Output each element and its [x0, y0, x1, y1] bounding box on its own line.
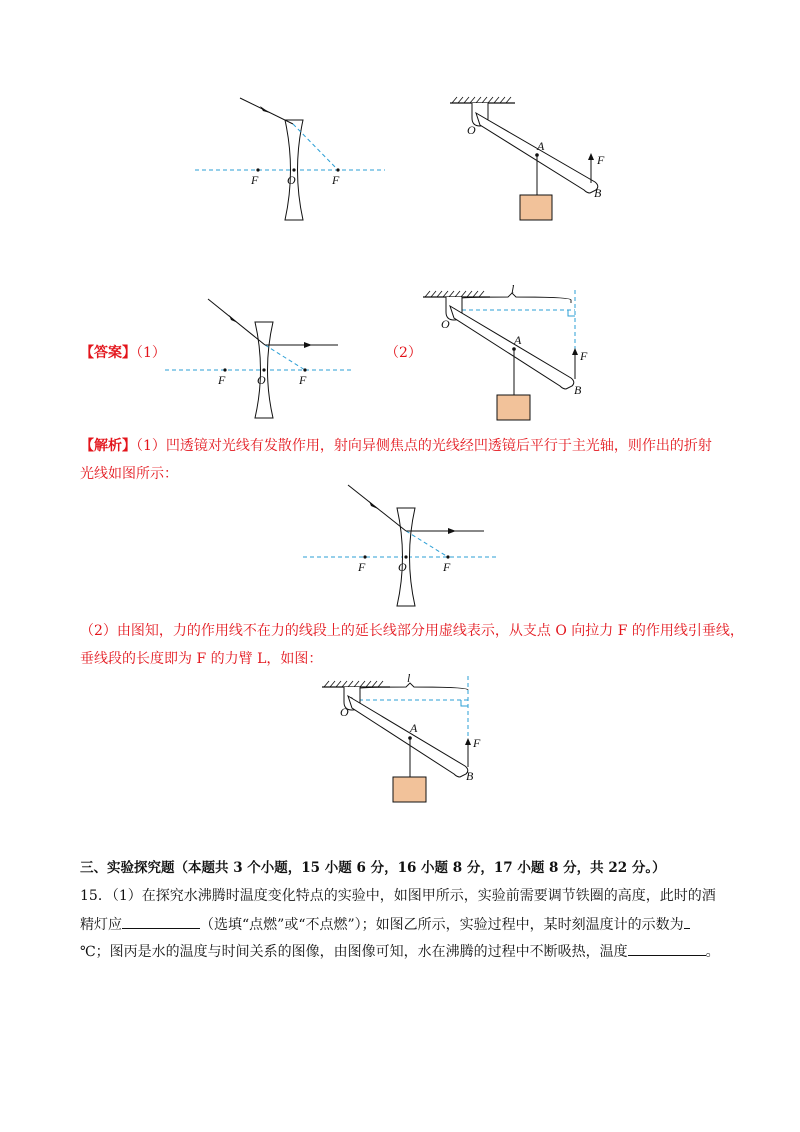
lever-figure-analysis — [318, 670, 490, 820]
focus-right-label: F — [332, 173, 340, 187]
arm-label: l — [511, 282, 515, 296]
focus-right-label: F — [443, 560, 451, 574]
section-title: 三、实验探究题（本题共 3 个小题，15 小题 6 分，16 小题 8 分，17 小题 8 分，共 22 分。） — [80, 860, 666, 876]
lens-center-label: O — [257, 373, 266, 387]
lens-center-label: O — [287, 173, 296, 187]
lever-figure-question — [445, 95, 615, 225]
point-b-label: B — [574, 383, 582, 397]
analysis-tag: 【解析】 — [80, 438, 136, 454]
force-label: F — [473, 736, 481, 750]
focus-left-label: F — [218, 373, 226, 387]
point-a-label: A — [514, 333, 522, 347]
q15-line2-a: 精灯应 — [80, 917, 122, 933]
analysis-p1-line1 — [80, 436, 712, 456]
q15-line3 — [80, 940, 720, 962]
point-a-label: A — [410, 721, 418, 735]
analysis-p2-line1: （2）由图知，力的作用线不在力的线段上的延长线部分用虚线表示，从支点 O 向拉力 F 的作用线引垂线， — [80, 623, 744, 639]
answer-blank-3[interactable] — [628, 940, 706, 956]
analysis-p2-line2: 垂线段的长度即为 F 的力臂 L，如图： — [80, 651, 323, 667]
lever-figure-answer — [418, 280, 588, 425]
point-b-label: B — [594, 186, 602, 200]
q15-line3-b: 。 — [705, 944, 720, 960]
lens-figure-question — [190, 90, 390, 225]
focus-left-label: F — [358, 560, 366, 574]
answer-blank-2[interactable] — [684, 913, 690, 929]
answer-blank-1[interactable] — [122, 913, 200, 929]
focus-left-label: F — [251, 173, 259, 187]
q15-line1: 15．（1）在探究水沸腾时温度变化特点的实验中，如图甲所示，实验前需要调节铁圈的高度，此时的酒 — [80, 888, 716, 904]
q15-line2-b: （选填“点燃”或“不点燃”）；如图乙所示，实验过程中，某时刻温度计的示数为 — [200, 917, 684, 933]
arm-label: l — [407, 671, 411, 685]
lens-figure-answer — [160, 290, 360, 425]
answer-heading — [80, 343, 166, 363]
pivot-label: O — [467, 123, 476, 137]
analysis-p1-text: （1）凹透镜对光线有发散作用，射向异侧焦点的光线经凹透镜后平行于主光轴，则作出的折射 — [136, 438, 712, 454]
focus-right-label: F — [299, 373, 307, 387]
force-label: F — [597, 153, 605, 167]
lens-figure-analysis — [300, 478, 505, 613]
analysis-p1-line2: 光线如图所示： — [80, 466, 178, 482]
answer-part2: （2） — [385, 345, 422, 361]
point-a-label: A — [537, 139, 545, 153]
answer-part1: （1） — [136, 345, 166, 361]
pivot-label: O — [340, 705, 349, 719]
point-b-label: B — [466, 769, 474, 783]
lens-center-label: O — [398, 560, 407, 574]
q15-line2 — [80, 913, 690, 935]
force-label: F — [580, 349, 588, 363]
pivot-label: O — [441, 317, 450, 331]
q15-line3-a: ℃；图丙是水的温度与时间关系的图像，由图像可知，水在沸腾的过程中不断吸热，温度 — [80, 944, 628, 960]
answer-tag: 【答案】 — [80, 345, 136, 361]
